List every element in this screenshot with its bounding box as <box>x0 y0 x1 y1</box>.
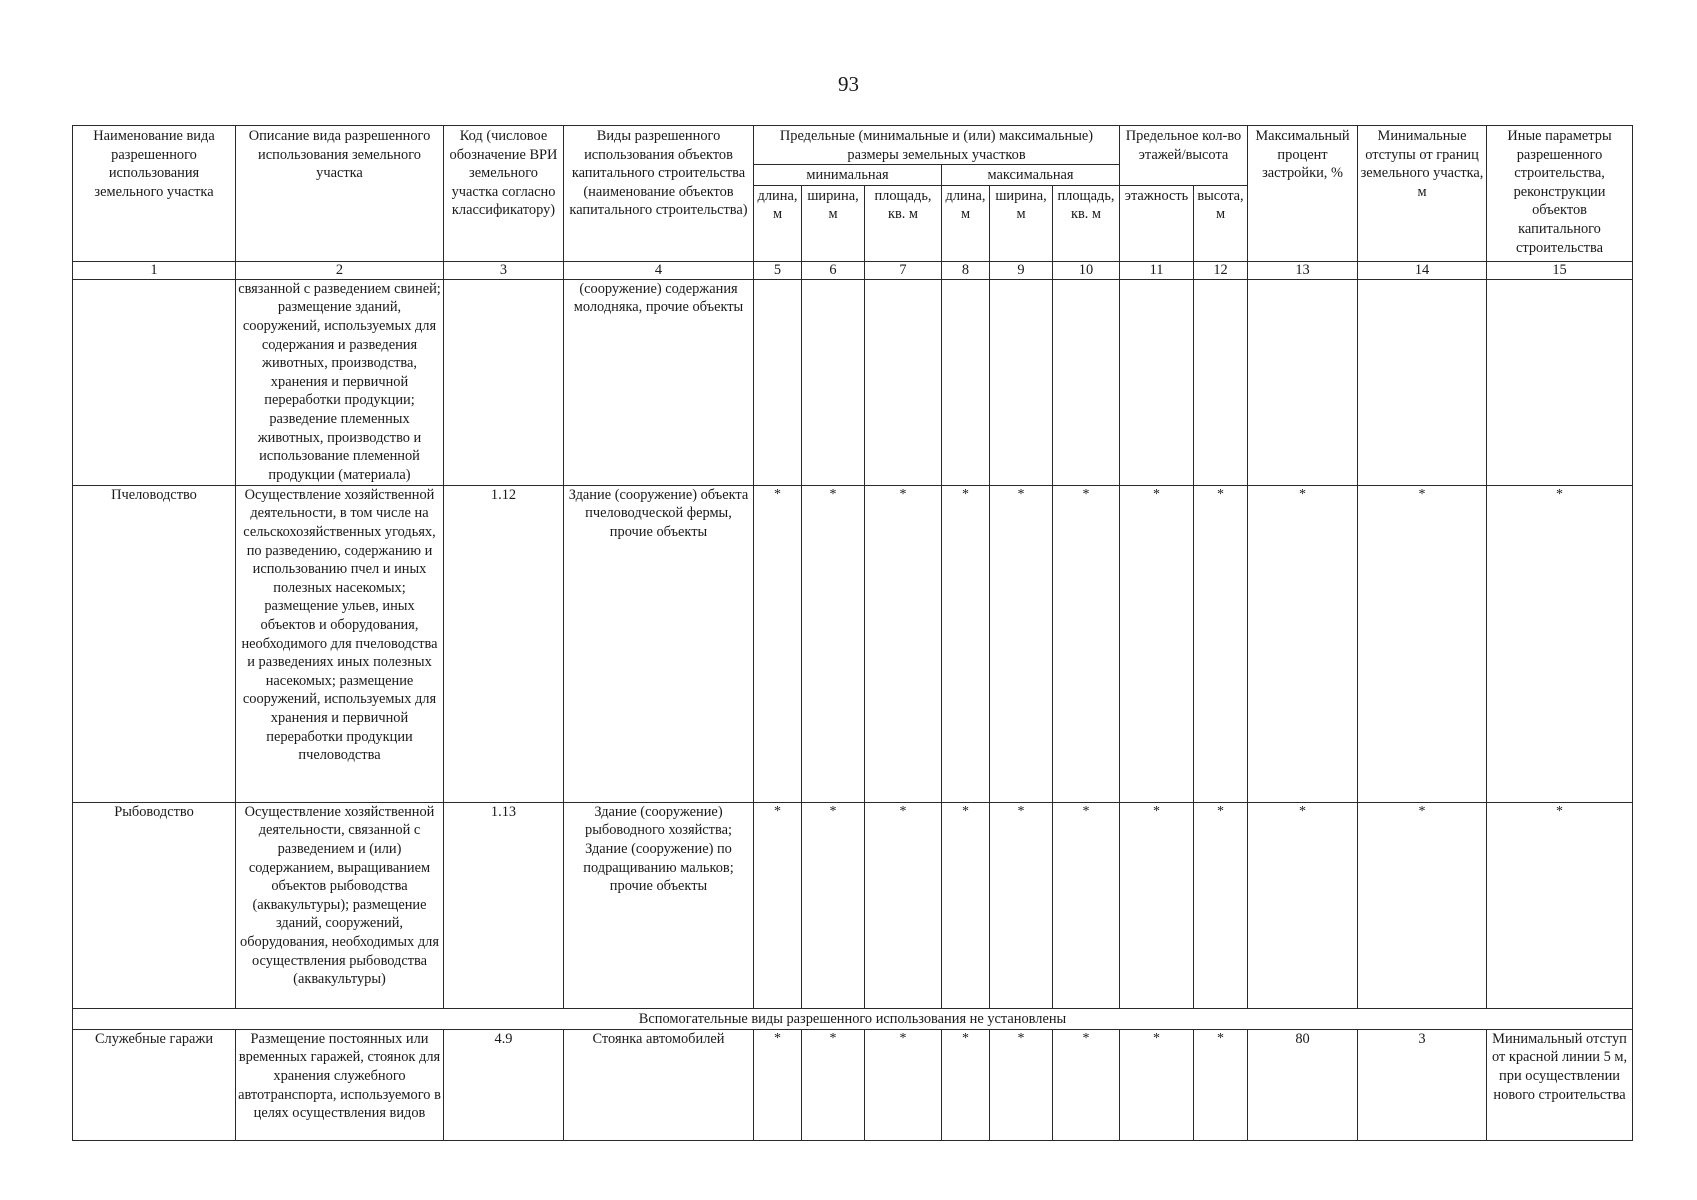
column-number: 7 <box>865 261 942 279</box>
row-value: * <box>1248 802 1358 1008</box>
header-limits: Предельные (минимальные и (или) максимальные) размеры земельных участков <box>754 126 1120 165</box>
page-number: 93 <box>838 72 859 96</box>
column-number: 15 <box>1487 261 1633 279</box>
table-row <box>73 279 1633 485</box>
header-max-percent: Максимальный процент застройки, % <box>1248 126 1358 262</box>
row-value: * <box>1194 802 1248 1008</box>
row-value: * <box>802 485 865 802</box>
row-value: * <box>1248 485 1358 802</box>
row-value: * <box>802 802 865 1008</box>
column-number: 14 <box>1358 261 1487 279</box>
column-number: 8 <box>942 261 990 279</box>
row-objects: (сооружение) содержания молодняка, прочие объекты <box>564 279 754 485</box>
row-value: * <box>754 485 802 802</box>
header-min: минимальная <box>754 165 942 186</box>
row-description: Размещение постоянных или временных гаражей, стоянок для хранения служебного автотранспорта, используемого в целях осуществления видов <box>236 1029 444 1140</box>
row-value <box>1358 279 1487 485</box>
column-number: 13 <box>1248 261 1358 279</box>
row-value: * <box>1120 1029 1194 1140</box>
row-value: * <box>865 485 942 802</box>
header-floors: этажность <box>1120 185 1194 261</box>
row-value: * <box>1053 485 1120 802</box>
header-name: Наименование вида разрешенного использования земельного участка <box>73 126 236 262</box>
header-max: максимальная <box>942 165 1120 186</box>
row-value <box>942 279 990 485</box>
header-description: Описание вида разрешенного использования земельного участка <box>236 126 444 262</box>
row-code: 1.12 <box>444 485 564 802</box>
row-value: * <box>942 485 990 802</box>
row-value <box>1053 279 1120 485</box>
row-value <box>990 279 1053 485</box>
header-floors-group: Предельное кол-во этажей/высота <box>1120 126 1248 186</box>
row-code: 1.13 <box>444 802 564 1008</box>
header-other: Иные параметры разрешенного строительства, реконструкции объектов капитального строительства <box>1487 126 1633 262</box>
row-value <box>1120 279 1194 485</box>
column-number: 6 <box>802 261 865 279</box>
column-number: 3 <box>444 261 564 279</box>
row-objects: Здание (сооружение) рыбоводного хозяйства; Здание (сооружение) по подращиванию мальков; прочие объекты <box>564 802 754 1008</box>
column-number: 2 <box>236 261 444 279</box>
row-objects: Здание (сооружение) объекта пчеловодческой фермы, прочие объекты <box>564 485 754 802</box>
row-description: связанной с разведением свиней; размещение зданий, сооружений, используемых для содержания и разведения животных, производства, хранения и первичной переработки продукции; разведение племенных животных, производство и использование племенной продукции (материала) <box>236 279 444 485</box>
row-value: * <box>942 802 990 1008</box>
row-value: * <box>942 1029 990 1140</box>
column-number: 12 <box>1194 261 1248 279</box>
header-objects: Виды разрешенного использования объектов капитального строительства (наименование объектов капитального строительства) <box>564 126 754 262</box>
row-value: * <box>1194 485 1248 802</box>
header-max-area: площадь, кв. м <box>1053 185 1120 261</box>
row-description: Осуществление хозяйственной деятельности, связанной с разведением и (или) содержанием, выращиванием объектов рыбоводства (аквакультуры); размещение зданий, сооружений, оборудования, необходимых для осуществления рыбоводства (аквакультуры) <box>236 802 444 1008</box>
row-value <box>1194 279 1248 485</box>
row-value: * <box>754 802 802 1008</box>
row-value: * <box>1358 485 1487 802</box>
row-value: * <box>990 802 1053 1008</box>
row-value <box>754 279 802 485</box>
row-objects: Стоянка автомобилей <box>564 1029 754 1140</box>
row-value: * <box>802 1029 865 1140</box>
row-name: Рыбоводство <box>73 802 236 1008</box>
header-max-length: длина, м <box>942 185 990 261</box>
row-value <box>1487 279 1633 485</box>
column-number: 11 <box>1120 261 1194 279</box>
header-row-1 <box>73 126 1633 165</box>
table-row <box>73 485 1633 802</box>
column-number: 4 <box>564 261 754 279</box>
row-value <box>802 279 865 485</box>
row-value: * <box>1194 1029 1248 1140</box>
row-value: * <box>1053 1029 1120 1140</box>
column-number: 9 <box>990 261 1053 279</box>
column-number: 5 <box>754 261 802 279</box>
row-value <box>865 279 942 485</box>
column-number: 1 <box>73 261 236 279</box>
section-banner: Вспомогательные виды разрешенного использования не установлены <box>73 1008 1633 1029</box>
row-value: * <box>865 802 942 1008</box>
header-code: Код (числовое обозначение ВРИ земельного участка согласно классификатору) <box>444 126 564 262</box>
row-value: * <box>1120 485 1194 802</box>
header-min-width: ширина, м <box>802 185 865 261</box>
row-value: * <box>754 1029 802 1140</box>
row-value: * <box>990 485 1053 802</box>
header-min-area: площадь, кв. м <box>865 185 942 261</box>
row-value: * <box>1120 802 1194 1008</box>
row-value: * <box>990 1029 1053 1140</box>
row-name: Служебные гаражи <box>73 1029 236 1140</box>
header-max-width: ширина, м <box>990 185 1053 261</box>
row-value: 3 <box>1358 1029 1487 1140</box>
row-value: * <box>1358 802 1487 1008</box>
column-number: 10 <box>1053 261 1120 279</box>
header-setbacks: Минимальные отступы от границ земельного участка, м <box>1358 126 1487 262</box>
row-name <box>73 279 236 485</box>
row-description: Осуществление хозяйственной деятельности, в том числе на сельскохозяйственных угодьях, по разведению, содержанию и использованию пчел и иных полезных насекомых; размещение ульев, иных объектов и оборудования, необходимого для пчеловодства и разведениях иных полезных насекомых; размещение сооружений, используемых для хранения и первичной переработки продукции пчеловодства <box>236 485 444 802</box>
row-value: * <box>1487 802 1633 1008</box>
row-code <box>444 279 564 485</box>
row-value: * <box>1487 485 1633 802</box>
row-value: * <box>865 1029 942 1140</box>
row-value: 80 <box>1248 1029 1358 1140</box>
table-row <box>73 802 1633 1008</box>
row-name: Пчеловодство <box>73 485 236 802</box>
header-min-length: длина, м <box>754 185 802 261</box>
column-number-row <box>73 261 1633 279</box>
table-row <box>73 1029 1633 1140</box>
row-value: * <box>1053 802 1120 1008</box>
header-height: высота, м <box>1194 185 1248 261</box>
row-value: Минимальный отступ от красной линии 5 м, при осуществлении нового строительства <box>1487 1029 1633 1140</box>
section-banner-row <box>73 1008 1633 1029</box>
regulations-table <box>72 125 1633 1141</box>
row-value <box>1248 279 1358 485</box>
row-code: 4.9 <box>444 1029 564 1140</box>
